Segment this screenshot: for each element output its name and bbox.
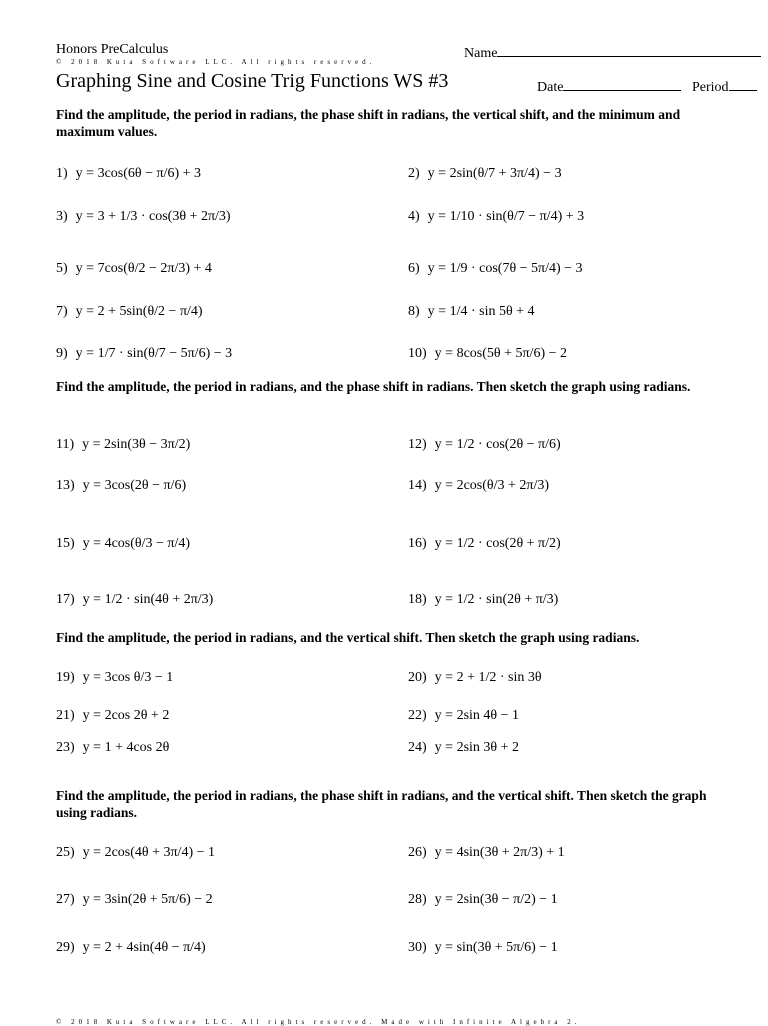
problem-equation: y = 1 + 4cos 2θ [82, 740, 170, 755]
problem-number: 19) [56, 670, 75, 685]
problem-number: 8) [408, 304, 420, 319]
date-field [537, 76, 681, 96]
problem-equation: y = 3sin(2θ + 5π/6) − 2 [82, 892, 213, 907]
copyright-top: © 2018 Kuta Software LLC. All rights reserved. [56, 58, 376, 66]
section-instructions: Find the amplitude, the period in radians, the phase shift in radians, and the vertical shift. Then sketch the graph using radians. [56, 788, 707, 820]
problem-number: 10) [408, 346, 427, 361]
problem-item [408, 658, 542, 698]
problem-equation: y = 1/2 · sin(4θ + 2π/3) [82, 592, 214, 607]
problem-equation: y = 2sin 4θ − 1 [434, 708, 520, 723]
name-field [464, 42, 764, 62]
problem-number: 2) [408, 166, 420, 181]
problem-item [408, 928, 558, 968]
worksheet-title: Graphing Sine and Cosine Trig Functions WS #3 [56, 70, 449, 92]
problem-equation: y = sin(3θ + 5π/6) − 1 [434, 940, 558, 955]
problem-item [408, 249, 583, 289]
problem-number: 21) [56, 708, 75, 723]
problem-item [56, 249, 212, 289]
problem-number: 14) [408, 478, 427, 493]
copyright-footer: © 2018 Kuta Software LLC. All rights reserved. Made with Infinite Algebra 2. [56, 1018, 581, 1026]
name-label: Name [464, 46, 498, 61]
problem-item [56, 425, 190, 465]
problem-item [56, 197, 231, 237]
problem-item [56, 580, 213, 620]
problem-equation: y = 1/10 · sin(θ/7 − π/4) + 3 [427, 209, 585, 224]
problem-number: 16) [408, 536, 427, 551]
problem-item [408, 154, 562, 194]
problem-item [408, 425, 561, 465]
problem-equation: y = 2sin(θ/7 + 3π/4) − 3 [427, 166, 562, 181]
problem-equation: y = 1/4 · sin 5θ + 4 [427, 304, 535, 319]
problem-number: 18) [408, 592, 427, 607]
section-instructions: Find the amplitude, the period in radians, the phase shift in radians, the vertical shift, and the minimum and maximum values. [56, 107, 681, 139]
problem-equation: y = 2 + 1/2 · sin 3θ [434, 670, 542, 685]
problem-item [408, 728, 519, 768]
problem-equation: y = 2sin(3θ − 3π/2) [82, 437, 191, 452]
problem-item [408, 880, 558, 920]
problem-number: 20) [408, 670, 427, 685]
problem-equation: y = 2cos(4θ + 3π/4) − 1 [82, 845, 216, 860]
problem-number: 27) [56, 892, 75, 907]
problem-number: 12) [408, 437, 427, 452]
problem-equation: y = 2 + 4sin(4θ − π/4) [82, 940, 206, 955]
problem-equation: y = 7cos(θ/2 − 2π/3) + 4 [75, 261, 212, 276]
problem-equation: y = 3cos θ/3 − 1 [82, 670, 174, 685]
period-field [692, 76, 757, 96]
problem-number: 9) [56, 346, 68, 361]
problem-equation: y = 3 + 1/3 · cos(3θ + 2π/3) [75, 209, 231, 224]
problem-equation: y = 1/7 · sin(θ/7 − 5π/6) − 3 [75, 346, 233, 361]
problem-equation: y = 1/9 · cos(7θ − 5π/4) − 3 [427, 261, 583, 276]
problem-equation: y = 8cos(5θ + 5π/6) − 2 [434, 346, 568, 361]
problem-item [408, 833, 565, 873]
name-line[interactable] [497, 42, 761, 57]
problem-number: 5) [56, 261, 68, 276]
problem-equation: y = 4cos(θ/3 − π/4) [82, 536, 191, 551]
problem-equation: y = 1/2 · sin(2θ + π/3) [434, 592, 559, 607]
problem-equation: y = 1/2 · cos(2θ + π/2) [434, 536, 561, 551]
problem-item [56, 833, 215, 873]
problem-equation: y = 4sin(3θ + 2π/3) + 1 [434, 845, 565, 860]
period-label: Period [692, 80, 729, 95]
problem-item [56, 728, 169, 768]
problem-number: 1) [56, 166, 68, 181]
problem-equation: y = 2cos(θ/3 + 2π/3) [434, 478, 550, 493]
problem-number: 11) [56, 437, 75, 452]
problem-number: 29) [56, 940, 75, 955]
problem-item [56, 658, 173, 698]
problem-equation: y = 3cos(2θ − π/6) [82, 478, 187, 493]
problem-number: 6) [408, 261, 420, 276]
problem-item [56, 154, 201, 194]
date-line[interactable] [563, 76, 681, 91]
section-instructions: Find the amplitude, the period in radians, and the phase shift in radians. Then sketch the graph using radians. [56, 379, 691, 394]
problem-number: 13) [56, 478, 75, 493]
problem-equation: y = 3cos(6θ − π/6) + 3 [75, 166, 202, 181]
problem-number: 24) [408, 740, 427, 755]
problem-equation: y = 2 + 5sin(θ/2 − π/4) [75, 304, 203, 319]
problem-number: 28) [408, 892, 427, 907]
problem-item [408, 580, 558, 620]
problem-item [56, 334, 232, 374]
problem-equation: y = 2sin 3θ + 2 [434, 740, 520, 755]
problem-number: 22) [408, 708, 427, 723]
problem-item [408, 334, 567, 374]
problem-number: 23) [56, 740, 75, 755]
problem-number: 4) [408, 209, 420, 224]
problem-equation: y = 2cos 2θ + 2 [82, 708, 170, 723]
problem-number: 30) [408, 940, 427, 955]
problem-equation: y = 2sin(3θ − π/2) − 1 [434, 892, 558, 907]
problem-number: 26) [408, 845, 427, 860]
problem-item [56, 928, 206, 968]
problem-item [56, 880, 213, 920]
problem-item [408, 197, 584, 237]
problem-number: 7) [56, 304, 68, 319]
section-instructions: Find the amplitude, the period in radians, and the vertical shift. Then sketch the graph using radians. [56, 630, 640, 645]
problem-item [408, 466, 549, 506]
problem-number: 25) [56, 845, 75, 860]
problem-item [56, 292, 203, 332]
problem-item [56, 524, 190, 564]
date-label: Date [537, 80, 564, 95]
problem-item [56, 466, 186, 506]
problem-number: 17) [56, 592, 75, 607]
problem-number: 3) [56, 209, 68, 224]
problem-item [408, 524, 561, 564]
period-line[interactable] [729, 76, 757, 91]
problem-item [408, 292, 535, 332]
problem-number: 15) [56, 536, 75, 551]
problem-equation: y = 1/2 · cos(2θ − π/6) [434, 437, 561, 452]
course-name: Honors PreCalculus [56, 42, 169, 57]
